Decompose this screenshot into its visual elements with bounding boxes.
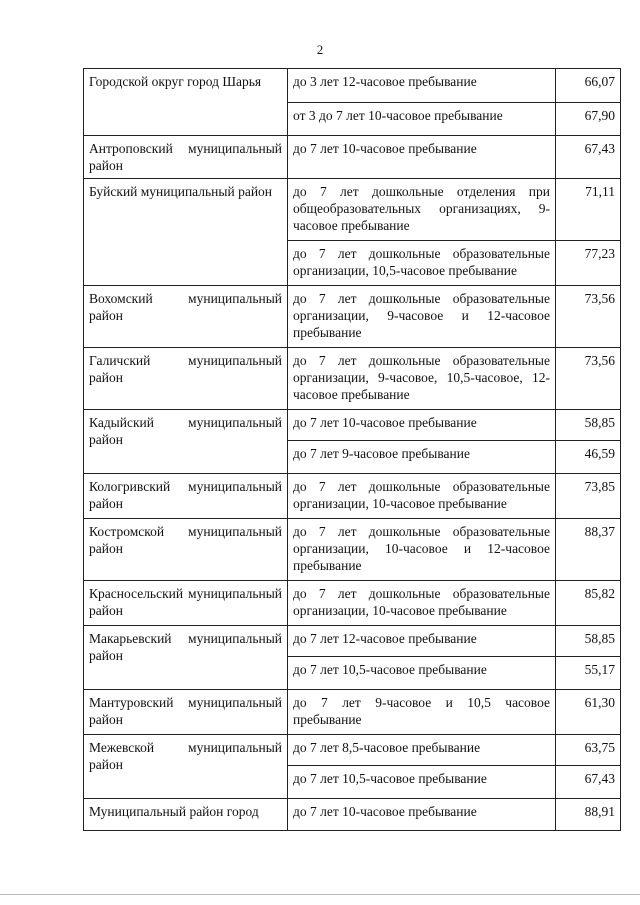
area-name-cell: Макарьевский муниципальный район xyxy=(84,626,288,690)
tariff-value-cell: 63,75 xyxy=(556,735,621,766)
area-name-cell: Антроповский муниципальный район xyxy=(84,136,288,179)
area-name-cell: Вохомский муниципальный район xyxy=(84,286,288,348)
area-name-cell: Муниципальный район город xyxy=(84,799,288,831)
table-row xyxy=(84,474,621,519)
table-row xyxy=(84,179,621,241)
stay-condition-cell: до 7 лет дошкольные образовательные организации, 10-часовое пребывание xyxy=(288,474,556,519)
table-row xyxy=(84,286,621,348)
area-name-cell: Кологривский муниципальный район xyxy=(84,474,288,519)
stay-condition-cell: до 3 лет 12-часовое пребывание xyxy=(288,69,556,103)
tariff-value-cell: 88,91 xyxy=(556,799,621,831)
tariff-value-cell: 73,56 xyxy=(556,286,621,348)
stay-condition-cell: до 7 лет 9-часовое и 10,5 часовое пребывание xyxy=(288,690,556,735)
stay-condition-cell: до 7 лет 9-часовое пребывание xyxy=(288,441,556,474)
tariff-value-cell: 73,56 xyxy=(556,348,621,410)
tariff-value-cell: 58,85 xyxy=(556,410,621,441)
stay-condition-cell: до 7 лет дошкольные образовательные организации, 9-часовое, 10,5-часовое, 12-часовое пребывание xyxy=(288,348,556,410)
table-row xyxy=(84,69,621,103)
table-row xyxy=(84,735,621,766)
stay-condition-cell: до 7 лет 10-часовое пребывание xyxy=(288,136,556,179)
tariff-table xyxy=(83,68,621,831)
table-row xyxy=(84,136,621,179)
stay-condition-cell: до 7 лет дошкольные отделения при общеобразовательных организациях, 9-часовое пребывание xyxy=(288,179,556,241)
area-name-cell: Красносельский муниципальный район xyxy=(84,581,288,626)
area-name-cell: Буйский муниципальный район xyxy=(84,179,288,286)
stay-condition-cell: от 3 до 7 лет 10-часовое пребывание xyxy=(288,103,556,136)
page-number: 2 xyxy=(316,42,324,57)
tariff-value-cell: 67,43 xyxy=(556,766,621,799)
stay-condition-cell: до 7 лет дошкольные образовательные организации, 10-часовое пребывание xyxy=(288,581,556,626)
tariff-value-cell: 71,11 xyxy=(556,179,621,241)
table-row xyxy=(84,799,621,831)
tariff-value-cell: 46,59 xyxy=(556,441,621,474)
stay-condition-cell: до 7 лет дошкольные образовательные организации, 10,5-часовое пребывание xyxy=(288,241,556,286)
area-name-cell: Городской округ город Шарья xyxy=(84,69,288,136)
table-row xyxy=(84,626,621,657)
stay-condition-cell: до 7 лет 10-часовое пребывание xyxy=(288,799,556,831)
area-name-cell: Межевской муниципальный район xyxy=(84,735,288,799)
area-name-cell: Кадыйский муниципальный район xyxy=(84,410,288,474)
tariff-value-cell: 66,07 xyxy=(556,69,621,103)
tariff-value-cell: 67,43 xyxy=(556,136,621,179)
table-row xyxy=(84,410,621,441)
table-row xyxy=(84,348,621,410)
stay-condition-cell: до 7 лет 10,5-часовое пребывание xyxy=(288,766,556,799)
stay-condition-cell: до 7 лет 10,5-часовое пребывание xyxy=(288,657,556,690)
stay-condition-cell: до 7 лет 8,5-часовое пребывание xyxy=(288,735,556,766)
tariff-value-cell: 55,17 xyxy=(556,657,621,690)
tariff-table-body xyxy=(84,69,621,831)
tariff-value-cell: 61,30 xyxy=(556,690,621,735)
tariff-value-cell: 67,90 xyxy=(556,103,621,136)
tariff-value-cell: 77,23 xyxy=(556,241,621,286)
area-name-cell: Костромской муниципальный район xyxy=(84,519,288,581)
stay-condition-cell: до 7 лет 12-часовое пребывание xyxy=(288,626,556,657)
tariff-value-cell: 85,82 xyxy=(556,581,621,626)
table-row xyxy=(84,690,621,735)
tariff-value-cell: 73,85 xyxy=(556,474,621,519)
stay-condition-cell: до 7 лет дошкольные образовательные организации, 10-часовое и 12-часовое пребывание xyxy=(288,519,556,581)
stay-condition-cell: до 7 лет дошкольные образовательные организации, 9-часовое и 12-часовое пребывание xyxy=(288,286,556,348)
table-row xyxy=(84,519,621,581)
area-name-cell: Мантуровский муниципальный район xyxy=(84,690,288,735)
tariff-value-cell: 88,37 xyxy=(556,519,621,581)
page-bottom-edge xyxy=(0,894,640,895)
table-row xyxy=(84,581,621,626)
tariff-value-cell: 58,85 xyxy=(556,626,621,657)
stay-condition-cell: до 7 лет 10-часовое пребывание xyxy=(288,410,556,441)
area-name-cell: Галичский муниципальный район xyxy=(84,348,288,410)
